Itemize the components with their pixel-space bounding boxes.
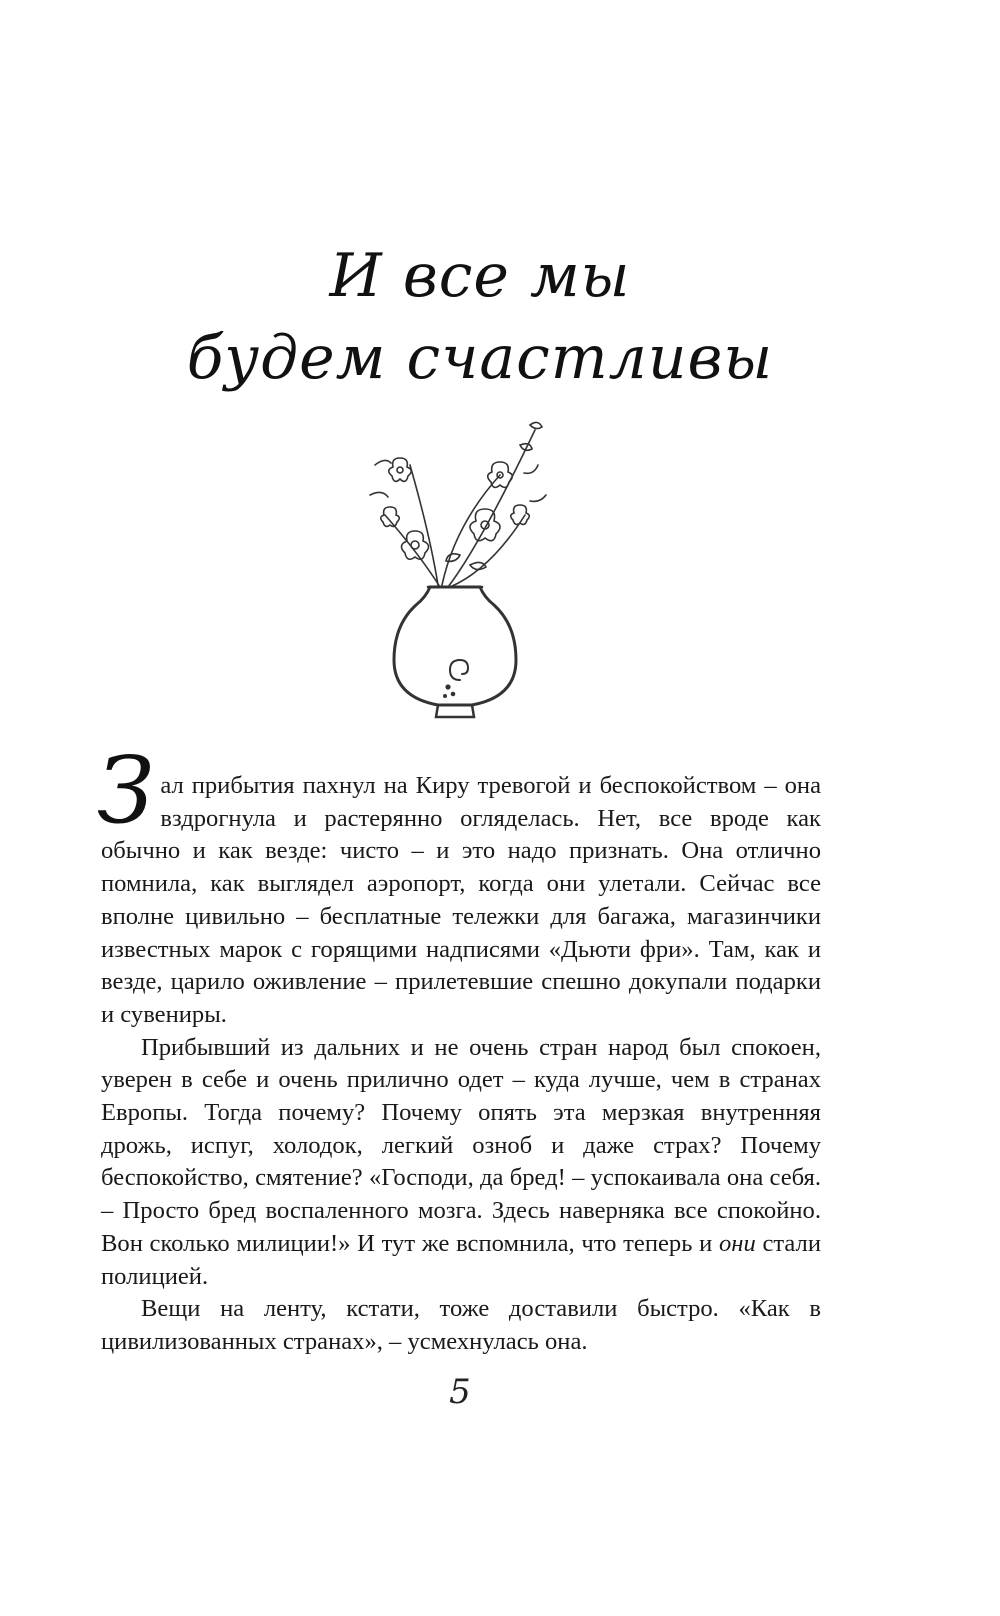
paragraph-2-italic: они [718, 1229, 756, 1257]
chapter-title-line-1: И все мы [329, 241, 631, 311]
paragraph-1 [97, 737, 821, 1032]
chapter-title-line-2: будем счастливы [186, 323, 774, 393]
paragraph-2 [101, 1032, 821, 1294]
paragraph-3: Вещи на ленту, кстати, тоже доставили быстро. «Как в цивилизованных странах», – усмехнулась она. [101, 1295, 821, 1355]
chapter-title [0, 235, 960, 399]
drop-cap: З [97, 737, 155, 844]
paragraph-1-text: ал прибытия пахнул на Киру тревогой и беспокойством – она вздрогнула и растерянно огляделась. Нет, все вроде как обычно и как везде: чисто – и это надо признать. Она отлично помнила, как выглядел аэропорт, когда они улетали. Сейчас все вполне цивильно – бесплатные тележки для багажа, магазинчики известных марок с горящими надписями «Дьюти фри». Там, как и везде, царило оживление – прилетевшие спешно докупали подарки и сувениры. [101, 772, 821, 1028]
page-number: 5 [449, 1372, 471, 1412]
paragraph-2-text-a: Прибывший из дальних и не очень стран народ был спокоен, уверен в себе и очень прилично одет – куда лучше, чем в странах Европы. Тогда почему? Почему опять эта мерзкая внутренняя дрожь, испуг, холодок, легкий озноб и даже страх? Почему беспокойство, смятение? «Господи, да бред! – успокаивала она себя. – Просто бред воспаленного мозга. Здесь наверняка все спокойно. Вон сколько милиции!» И тут же вспомнила, что теперь и [101, 1033, 821, 1257]
flower-vase-icon [360, 405, 560, 725]
chapter-text [97, 737, 821, 1359]
paragraph-2-text-b: стали полицией. [101, 1229, 821, 1290]
